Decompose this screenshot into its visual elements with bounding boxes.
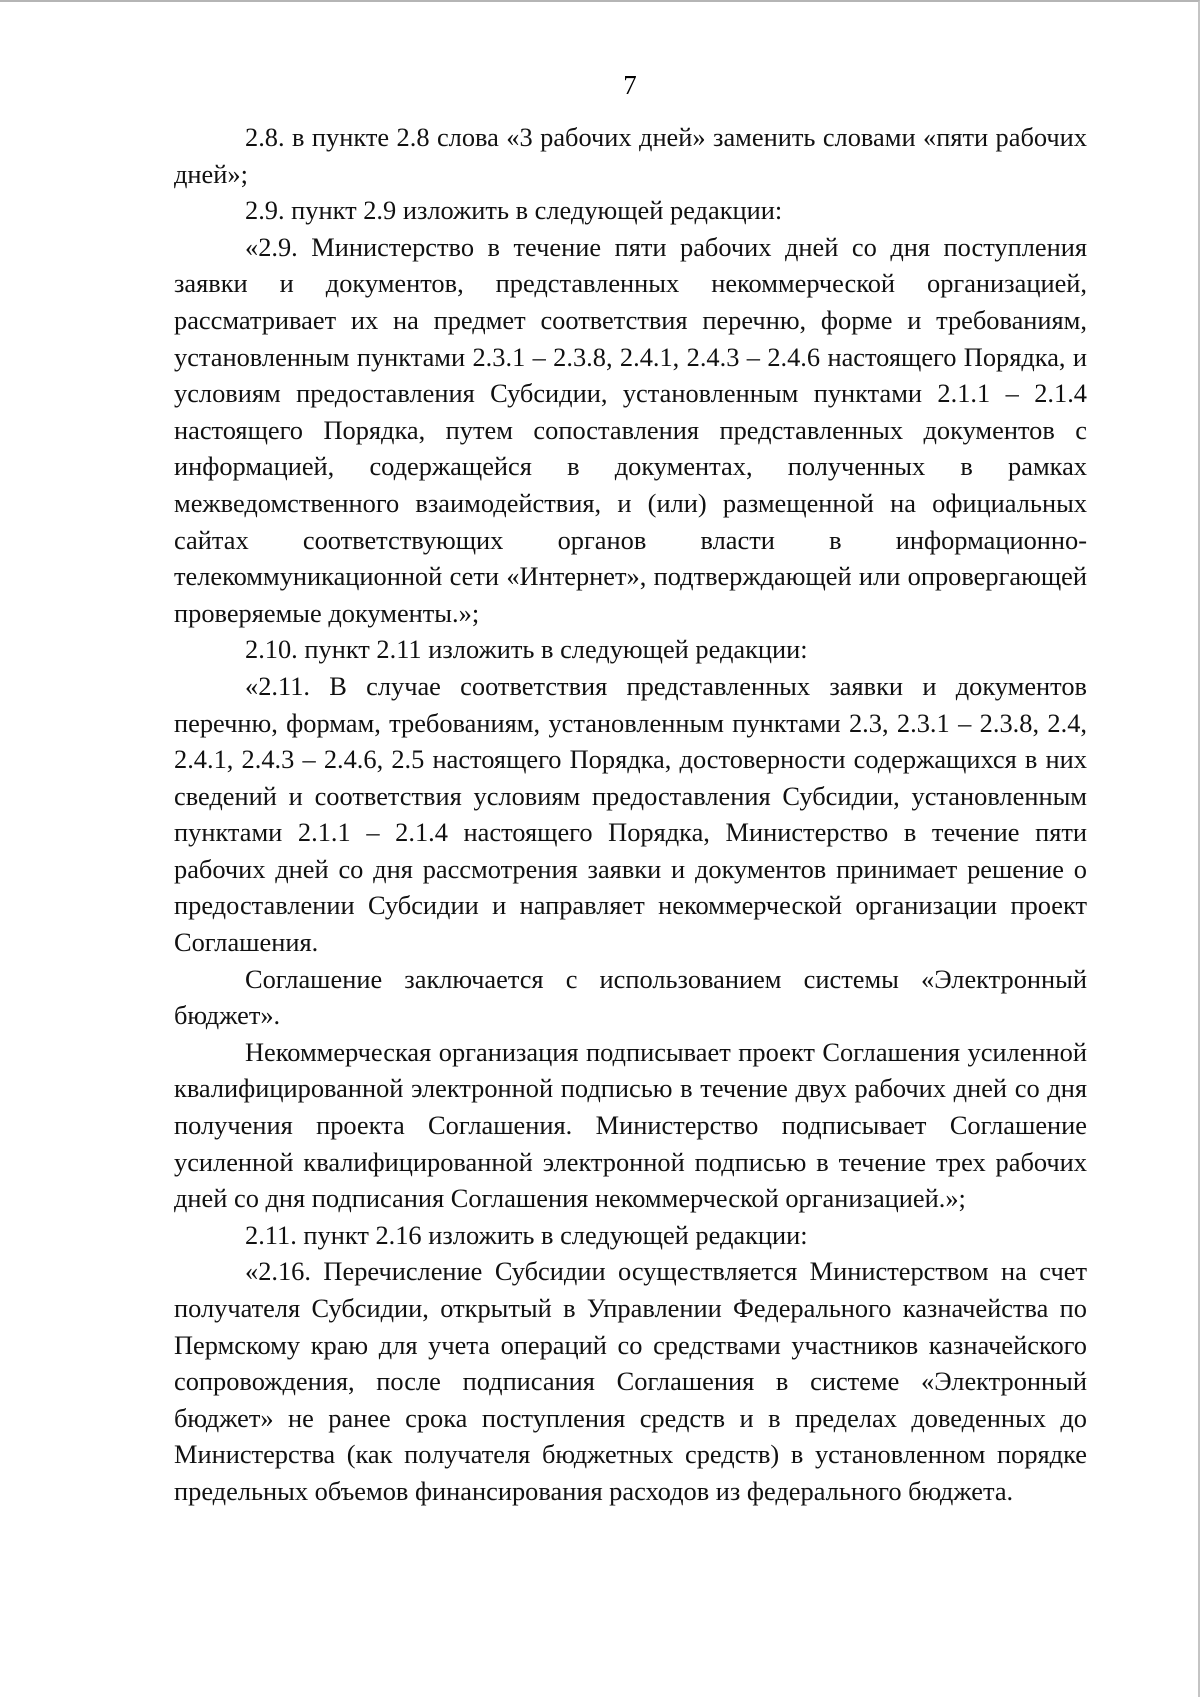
paragraph-item-2-8: 2.8. в пункте 2.8 слова «3 рабочих дней» заменить словами «пяти рабочих дней»; xyxy=(174,122,1087,189)
paragraph-clause-2-11: «2.11. В случае соответствия представленных заявки и документов перечню, формам, требованиям, установленным пунктами 2.3, 2.3.1 – 2.3.8, 2.4, 2.4.1, 2.4.3 – 2.4.6, 2.5 настоящего Порядка, достоверности содержащихся в них сведений и соответствия условиям предоставления Субсидии, установленным пунктами 2.1.1 – 2.1.4 настоящего Порядка, Министерство в течение пяти рабочих дней со дня рассмотрения заявки и документов принимает решение о предоставлении Субсидии и направляет некоммерческой организации проект Соглашения. xyxy=(174,670,1087,958)
page-number: 7 xyxy=(623,70,637,100)
paragraph-agreement-signing: Некоммерческая организация подписывает проект Соглашения усиленной квалифицированной электронной подписью в течение двух рабочих дней со дня получения проекта Соглашения. Министерство подписывает Соглашение усиленной квалифицированной электронной подписью в течение трех рабочих дней со дня подписания Соглашения некоммерческой организацией.»; xyxy=(174,1036,1087,1214)
document-body xyxy=(174,119,1087,1510)
paragraph-item-2-9-intro: 2.9. пункт 2.9 изложить в следующей редакции: xyxy=(245,195,783,226)
paragraph-item-2-11-intro: 2.11. пункт 2.16 изложить в следующей редакции: xyxy=(245,1219,808,1250)
paragraph-agreement-system: Соглашение заключается с использованием системы «Электронный бюджет». xyxy=(174,963,1087,1031)
paragraph-clause-2-16: «2.16. Перечисление Субсидии осуществляется Министерством на счет получателя Субсидии, открытый в Управлении Федерального казначейства по Пермскому краю для учета операций со средствами участников казначейского сопровождения, после подписания Соглашения в системе «Электронный бюджет» не ранее срока поступления средств и в пределах доведенных до Министерства (как получателя бюджетных средств) в установленном порядке предельных объемов финансирования расходов из федерального бюджета. xyxy=(174,1256,1087,1506)
paragraph-item-2-10-intro: 2.10. пункт 2.11 изложить в следующей редакции: xyxy=(245,634,808,665)
paragraph-clause-2-9: «2.9. Министерство в течение пяти рабочих дней со дня поступления заявки и документов, представленных некоммерческой организацией, рассматривает их на предмет соответствия перечню, форме и требованиям, установленным пунктами 2.3.1 – 2.3.8, 2.4.1, 2.4.3 – 2.4.6 настоящего Порядка, и условиям предоставления Субсидии, установленным пунктами 2.1.1 – 2.1.4 настоящего Порядка, путем сопоставления представленных документов с информацией, содержащейся в документах, полученных в рамках межведомственного взаимодействия, и (или) размещенной на официальных сайтах соответствующих органов власти в информационно-телекоммуникационной сети «Интернет», подтверждающей или опровергающей проверяемые документы.»; xyxy=(174,231,1087,628)
